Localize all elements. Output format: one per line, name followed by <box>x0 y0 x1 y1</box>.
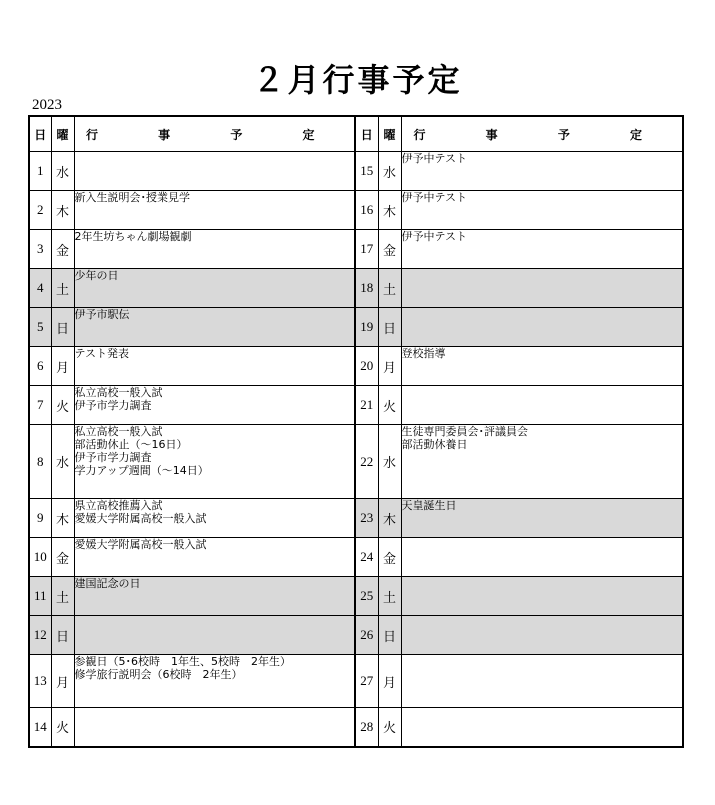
events-cell <box>74 230 355 269</box>
events-cell <box>401 577 683 616</box>
event-line: テスト発表 <box>74 347 130 360</box>
events-cell <box>401 347 683 386</box>
weekday-cell: 水 <box>51 152 74 191</box>
weekday-cell: 月 <box>51 347 74 386</box>
weekday-cell: 月 <box>378 347 401 386</box>
event-line: 2年生坊ちゃん劇場観劇 <box>74 230 192 243</box>
schedule-row <box>29 269 683 308</box>
event-line: 伊予市駅伝 <box>74 308 130 321</box>
schedule-row <box>29 708 683 747</box>
schedule-row <box>29 308 683 347</box>
schedule-row <box>29 499 683 538</box>
events-cell <box>74 269 355 308</box>
weekday-cell: 日 <box>378 308 401 347</box>
events-cell <box>74 425 355 499</box>
event-line: 部活動休止（～16日） <box>74 438 188 451</box>
day-cell: 18 <box>355 269 378 308</box>
weekday-cell: 木 <box>378 191 401 230</box>
events-cell <box>401 191 683 230</box>
day-cell: 6 <box>29 347 51 386</box>
weekday-cell: 火 <box>378 708 401 747</box>
events-cell <box>401 152 683 191</box>
schedule-table <box>28 115 684 748</box>
day-cell: 22 <box>355 425 378 499</box>
weekday-cell: 木 <box>51 191 74 230</box>
weekday-cell: 金 <box>378 230 401 269</box>
weekday-cell: 水 <box>51 425 74 499</box>
events-cell <box>401 655 683 708</box>
weekday-cell: 土 <box>378 269 401 308</box>
weekday-cell: 火 <box>378 386 401 425</box>
events-cell <box>74 655 355 708</box>
header-events: 行 事 予 定 <box>401 116 683 152</box>
day-cell: 26 <box>355 616 378 655</box>
year-label: 2023 <box>32 97 62 113</box>
events-cell <box>74 538 355 577</box>
event-line: 伊予市学力調査 <box>74 399 152 412</box>
header-events: 行 事 予 定 <box>74 116 355 152</box>
event-line: 天皇誕生日 <box>401 499 457 512</box>
schedule-row <box>29 386 683 425</box>
schedule-row <box>29 191 683 230</box>
weekday-cell: 日 <box>51 308 74 347</box>
weekday-cell: 土 <box>51 577 74 616</box>
schedule-row <box>29 152 683 191</box>
event-line: 新入生説明会･授業見学 <box>74 191 190 204</box>
weekday-cell: 火 <box>51 708 74 747</box>
page-title: ２月行事予定 <box>252 61 463 99</box>
weekday-cell: 日 <box>51 616 74 655</box>
weekday-cell: 木 <box>51 499 74 538</box>
day-cell: 10 <box>29 538 51 577</box>
events-cell <box>74 616 355 655</box>
events-cell <box>401 230 683 269</box>
events-cell <box>401 538 683 577</box>
header-weekday: 曜 <box>378 116 401 152</box>
day-cell: 13 <box>29 655 51 708</box>
event-line: 伊予中テスト <box>401 191 468 204</box>
event-line: 伊予中テスト <box>401 152 468 165</box>
event-line: 県立高校推薦入試 <box>74 499 163 512</box>
event-line: 参観日（5･6校時 1年生、5校時 2年生） <box>74 655 291 668</box>
day-cell: 3 <box>29 230 51 269</box>
event-line: 部活動休養日 <box>401 438 468 451</box>
day-cell: 12 <box>29 616 51 655</box>
events-cell <box>401 308 683 347</box>
events-cell <box>74 386 355 425</box>
weekday-cell: 金 <box>378 538 401 577</box>
schedule-row <box>29 655 683 708</box>
event-line: 生徒専門委員会･評議員会 <box>401 425 528 438</box>
weekday-cell: 月 <box>378 655 401 708</box>
event-line: 伊予市学力調査 <box>74 451 152 464</box>
day-cell: 16 <box>355 191 378 230</box>
event-line: 伊予中テスト <box>401 230 468 243</box>
events-cell <box>401 499 683 538</box>
event-line: 登校指導 <box>401 347 446 360</box>
events-cell <box>74 152 355 191</box>
schedule-row <box>29 230 683 269</box>
day-cell: 7 <box>29 386 51 425</box>
events-cell <box>74 577 355 616</box>
events-cell <box>401 425 683 499</box>
event-line: 建国記念の日 <box>74 577 141 590</box>
event-line: 修学旅行説明会（6校時 2年生） <box>74 668 243 681</box>
day-cell: 5 <box>29 308 51 347</box>
events-cell <box>401 708 683 747</box>
events-cell <box>74 308 355 347</box>
day-cell: 14 <box>29 708 51 747</box>
event-line: 愛媛大学附属高校一般入試 <box>74 512 207 525</box>
day-cell: 19 <box>355 308 378 347</box>
day-cell: 20 <box>355 347 378 386</box>
events-cell <box>401 616 683 655</box>
weekday-cell: 水 <box>378 152 401 191</box>
header-row <box>29 116 683 152</box>
events-cell <box>74 708 355 747</box>
day-cell: 25 <box>355 577 378 616</box>
header-weekday: 曜 <box>51 116 74 152</box>
event-line: 私立高校一般入試 <box>74 386 163 399</box>
weekday-cell: 木 <box>378 499 401 538</box>
day-cell: 17 <box>355 230 378 269</box>
header-day: 日 <box>355 116 378 152</box>
weekday-cell: 日 <box>378 616 401 655</box>
schedule-row <box>29 347 683 386</box>
event-line: 学力アップ週間（～14日） <box>74 464 209 477</box>
weekday-cell: 月 <box>51 655 74 708</box>
schedule-row <box>29 538 683 577</box>
schedule-row <box>29 425 683 499</box>
event-line: 少年の日 <box>74 269 119 282</box>
day-cell: 11 <box>29 577 51 616</box>
day-cell: 27 <box>355 655 378 708</box>
events-cell <box>74 499 355 538</box>
day-cell: 2 <box>29 191 51 230</box>
weekday-cell: 金 <box>51 538 74 577</box>
day-cell: 24 <box>355 538 378 577</box>
day-cell: 28 <box>355 708 378 747</box>
events-cell <box>401 269 683 308</box>
header-day: 日 <box>29 116 51 152</box>
event-line: 愛媛大学附属高校一般入試 <box>74 538 207 551</box>
schedule-row <box>29 577 683 616</box>
day-cell: 23 <box>355 499 378 538</box>
day-cell: 1 <box>29 152 51 191</box>
schedule-row <box>29 616 683 655</box>
day-cell: 15 <box>355 152 378 191</box>
weekday-cell: 土 <box>51 269 74 308</box>
weekday-cell: 火 <box>51 386 74 425</box>
weekday-cell: 金 <box>51 230 74 269</box>
events-cell <box>74 347 355 386</box>
day-cell: 4 <box>29 269 51 308</box>
day-cell: 21 <box>355 386 378 425</box>
events-cell <box>401 386 683 425</box>
event-line: 私立高校一般入試 <box>74 425 163 438</box>
day-cell: 9 <box>29 499 51 538</box>
events-cell <box>74 191 355 230</box>
weekday-cell: 水 <box>378 425 401 499</box>
weekday-cell: 土 <box>378 577 401 616</box>
day-cell: 8 <box>29 425 51 499</box>
